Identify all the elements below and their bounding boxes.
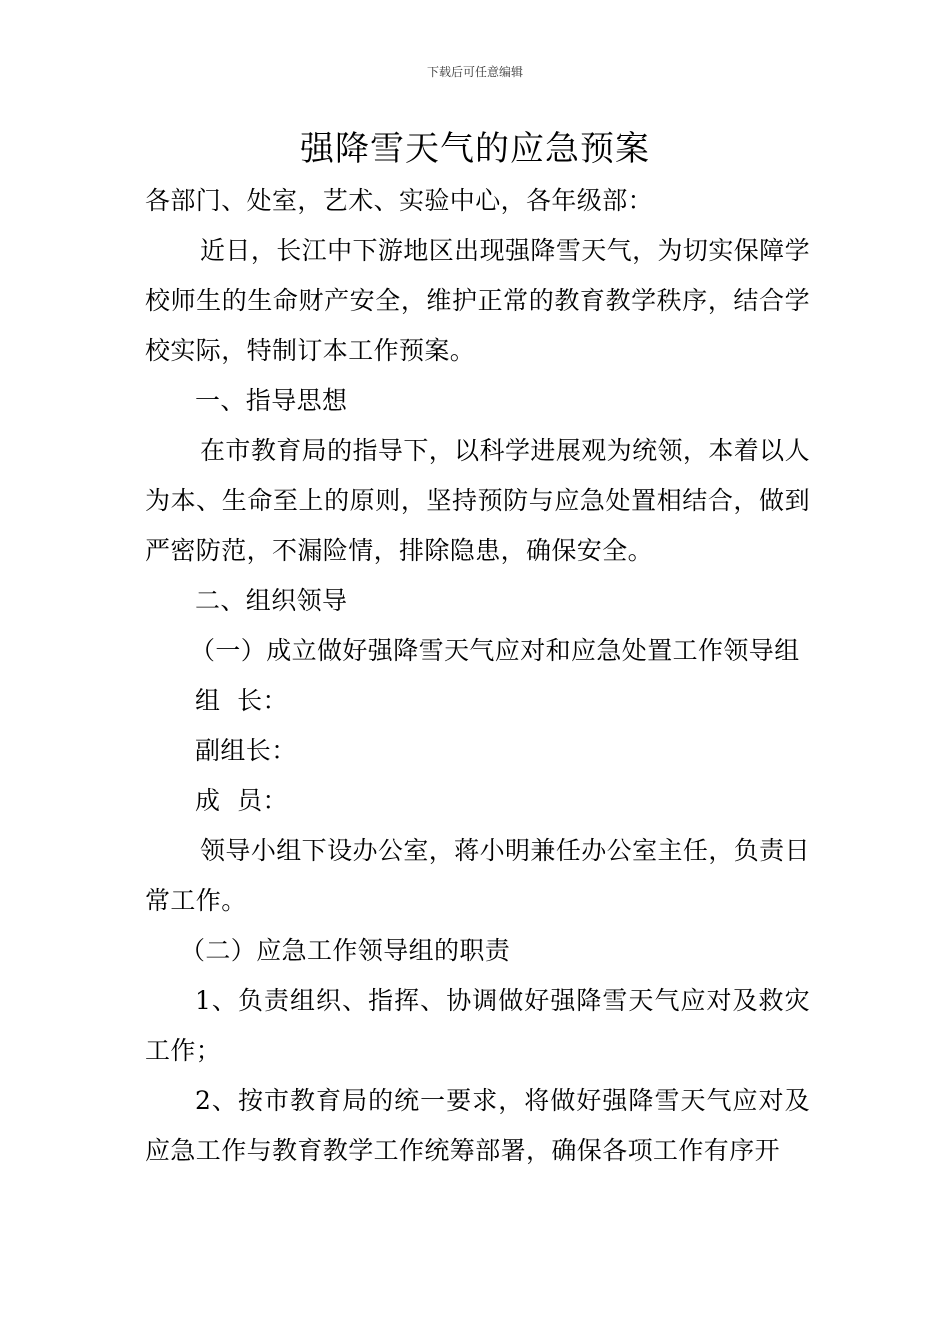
office-paragraph: 领导小组下设办公室，蒋小明兼任办公室主任，负责日常工作。 bbox=[145, 836, 810, 915]
intro-paragraph: 近日，长江中下游地区出现强降雪天气，为切实保障学校师生的生命财产安全，维护正常的教育教学秩序，结合学校实际，特制订本工作预案。 bbox=[145, 236, 810, 365]
duty-item-2: 2、按市教育局的统一要求，将做好强降雪天气应对及应急工作与教育教学工作统筹部署，确保各项工作有序开 bbox=[145, 1086, 810, 1165]
section-heading-guiding-thought: 一、指导思想 bbox=[195, 386, 348, 415]
header-note: 下载后可任意编辑 bbox=[426, 65, 523, 79]
members-line: 成 员： bbox=[195, 786, 288, 815]
leader-line: 组 长： bbox=[195, 686, 288, 715]
document-title: 强降雪天气的应急预案 bbox=[300, 129, 650, 169]
subsection-heading-duties: （二）应急工作领导组的职责 bbox=[180, 936, 511, 965]
salutation: 各部门、处室，艺术、实验中心，各年级部： bbox=[145, 186, 654, 215]
vice-leader-line: 副组长： bbox=[195, 736, 297, 765]
guiding-thought-paragraph: 在市教育局的指导下，以科学进展观为统领，本着以人为本、生命至上的原则，坚持预防与应急处置相结合，做到严密防范，不漏险情，排除隐患，确保安全。 bbox=[145, 436, 810, 565]
subsection-heading-leadership-group: （一）成立做好强降雪天气应对和应急处置工作领导组 bbox=[190, 636, 800, 665]
section-heading-organization: 二、组织领导 bbox=[195, 586, 348, 615]
document-body bbox=[145, 176, 810, 1176]
duty-item-1: 1、负责组织、指挥、协调做好强降雪天气应对及救灾工作； bbox=[145, 986, 810, 1065]
